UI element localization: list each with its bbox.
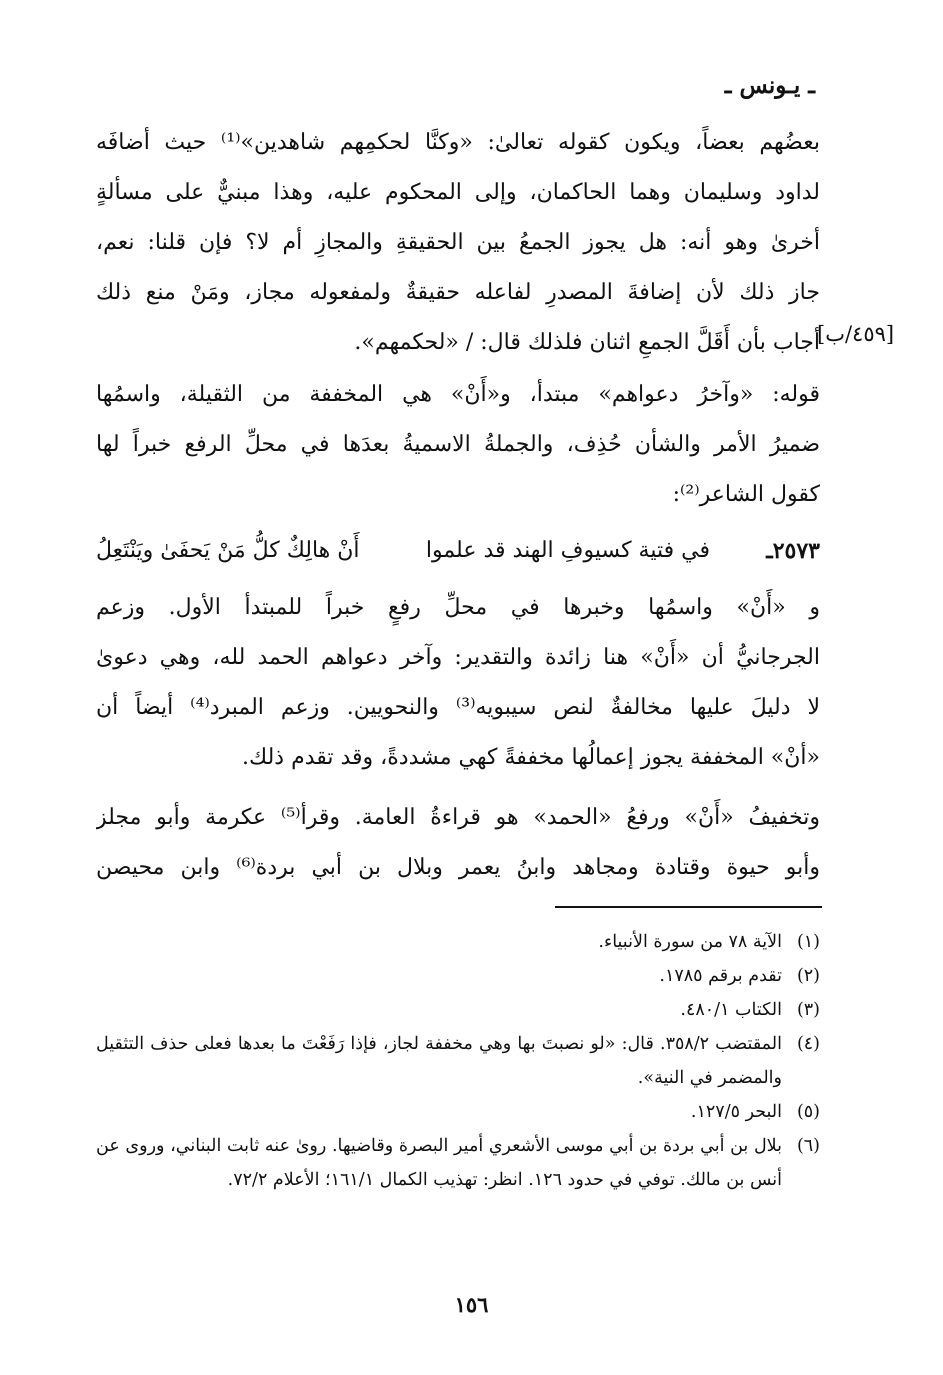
footnotes [96, 925, 820, 1197]
footnote-text: الآية ٧٨ من سورة الأنبياء. [598, 932, 782, 952]
text-line: الجرجانيُّ أن «أَنْ» هنا زائدة والتقدير: وآخر دعواهم الحمد لله، وهي دعوىٰ [96, 645, 820, 670]
footnote-number: (٥) [796, 1102, 820, 1122]
text-line: لا دليلَ عليها مخالفةٌ لنص سيبويه⁽³⁾ والنحويين. وزعم المبرد⁽⁴⁾ أيضاً أن [96, 695, 820, 720]
paragraph-3 [96, 583, 820, 783]
footnote-text: تقدم برقم ١٧٨٥. [659, 966, 782, 986]
verse-first-hemistich: في فتية كسيوفِ الهند قد علموا [425, 538, 710, 563]
footnote [96, 959, 820, 993]
text-line: أخرىٰ وهو أنه: هل يجوز الجمعُ بين الحقيقةِ والمجازِ أم لا؟ فإن قلنا: نعم، [96, 230, 820, 255]
footnote [96, 1027, 820, 1095]
text-line: كقول الشاعر⁽²⁾: [672, 482, 820, 507]
footnote-text: البحر ١٢٧/٥. [690, 1102, 782, 1122]
text-line: بعضُهم بعضاً، ويكون كقوله تعالىٰ: «وكنَّا لحكمِهم شاهدين»⁽¹⁾ حيث أضافَه [96, 130, 820, 155]
footnote-text: المقتضب ٣٥٨/٢. قال: «لو نصبتَ بها وهي مخففة لجاز، فإذا رَفَعْتَ ما بعدها فعلى حذف التثقيل والمضمر في النية». [96, 1034, 782, 1088]
text-line: أجاب بأن أَقَلَّ الجمعِ اثنان فلذلك قال: / «لحكمهم». [354, 330, 820, 355]
footnote-text: الكتاب ٤٨٠/١. [680, 1000, 782, 1020]
footnote [96, 925, 820, 959]
text-line: لداود وسليمان وهما الحاكمان، وإلى المحكوم عليه، وهذا مبنيٌّ على مسألةٍ [96, 180, 820, 205]
footnote-separator [555, 906, 822, 908]
footnote-number: (٦) [796, 1136, 820, 1156]
text-line: «أنْ» المخففة يجوز إعمالُها مخففةً كهي مشددةً، وقد تقدم ذلك. [242, 745, 820, 770]
verse-number: ٢٥٧٣ـ [766, 538, 820, 564]
footnote-number: (١) [796, 932, 820, 952]
footnote [96, 993, 820, 1027]
margin-folio-reference: [٤٥٩/ب] [817, 322, 895, 346]
text-line: جاز ذلك لأن إضافةَ المصدرِ لفاعله حقيقةٌ ولمفعوله مجاز، ومَنْ منع ذلك [96, 280, 820, 305]
text-line: قوله: «وآخرُ دعواهم» مبتدأ، و«أَنْ» هي المخففة من الثقيلة، واسمُها [96, 382, 820, 407]
text-line: و «أَنْ» واسمُها وخبرها في محلِّ رفعٍ خبراً للمبتدأ الأول. وزعم [96, 595, 820, 620]
text-line: وتخفيفُ «أَنْ» ورفعُ «الحمد» هو قراءةُ العامة. وقرأ⁽⁵⁾ عكرمة وأبو مجلز [96, 805, 820, 830]
footnote-number: (٣) [796, 1000, 820, 1020]
text-line: ضميرُ الأمر والشأن حُذِف، والجملةُ الاسميةُ بعدَها في محلِّ الرفع خبراً لها [96, 432, 820, 457]
page-number: ١٥٦ [454, 1292, 489, 1317]
footnote [96, 1129, 820, 1197]
footnote-number: (٤) [796, 1034, 820, 1054]
paragraph-2 [96, 370, 820, 520]
paragraph-1 [96, 118, 820, 368]
running-header: ـ يـونس ـ [724, 72, 815, 99]
footnote [96, 1095, 820, 1129]
poetry-verse [96, 526, 820, 576]
footnote-number: (٢) [796, 966, 820, 986]
paragraph-4 [96, 793, 820, 893]
verse-second-hemistich: أَنْ هالِكٌ كلُّ مَنْ يَحفَىٰ ويَنْتَعِلُ [96, 538, 360, 563]
footnote-text: بلال بن أبي بردة بن أبي موسى الأشعري أمير البصرة وقاضيها. روىٰ عنه ثابت البناني، وروى عن أنس بن مالك. توفي في حدود ١٢٦. انظر: تهذيب الكمال ١٦١/١؛ الأعلام ٧٢/٢. [96, 1136, 782, 1190]
text-line: وأبو حيوة وقتادة ومجاهد وابنُ يعمر وبلال بن أبي بردة⁽⁶⁾ وابن محيصن [96, 855, 820, 880]
